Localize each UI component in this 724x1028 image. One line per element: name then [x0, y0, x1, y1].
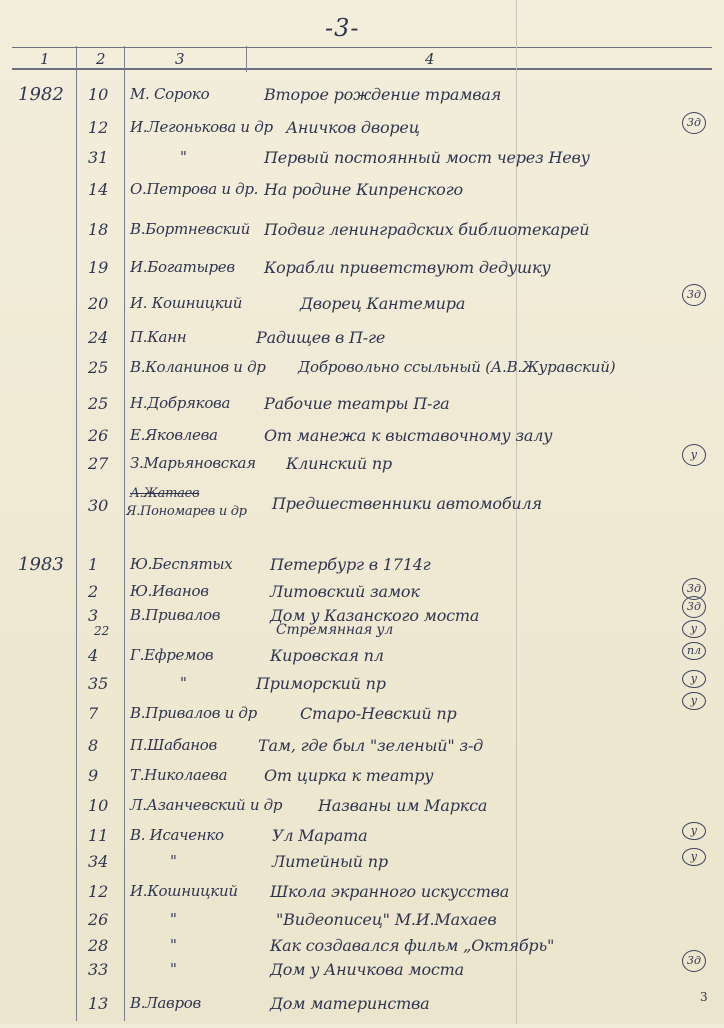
entry-title: Литейный пр — [272, 852, 388, 871]
entry-number: 20 — [88, 294, 109, 313]
entry-title: Школа экранного искусства — [270, 882, 510, 901]
entry-title: Первый постоянный мост через Неву — [264, 148, 590, 167]
entry-number-secondary: 22 — [94, 624, 110, 638]
entry-title: Как создавался фильм „Октябрь" — [270, 936, 555, 955]
header-rule — [12, 68, 712, 70]
entry-row — [0, 954, 724, 994]
circled-note-icon: у — [682, 848, 706, 866]
entry-row — [0, 796, 724, 830]
entry-title: Аничков дворец — [286, 118, 420, 137]
entry-title: На родине Кипренского — [264, 180, 463, 199]
year-1982: 1982 — [18, 84, 64, 105]
entry-author: " — [170, 936, 177, 954]
circled-note-icon: 3д — [682, 950, 706, 972]
entry-number: 10 — [88, 85, 109, 104]
entry-title: "Видеописец" М.И.Махаев — [276, 910, 497, 929]
entry-number: 2 — [88, 582, 99, 601]
entry-title: Корабли приветствуют дедушку — [264, 258, 551, 277]
entry-author: В.Коланинов и др — [130, 358, 266, 376]
circled-note-icon: у — [682, 620, 706, 638]
entry-title-secondary: Стремянная ул — [276, 622, 394, 638]
entry-number: 28 — [88, 936, 109, 955]
entry-number: 33 — [88, 960, 109, 979]
entry-author: Т.Николаева — [130, 766, 228, 784]
entry-author: " — [170, 852, 177, 870]
entry-row — [0, 220, 724, 254]
column-header-2: 2 — [96, 50, 106, 68]
entry-row — [0, 180, 724, 214]
year-1983: 1983 — [18, 554, 64, 575]
entry-author: И.Богатырев — [130, 258, 235, 276]
circled-note-icon: у — [682, 822, 706, 840]
entry-row — [0, 736, 724, 770]
entry-title: Дворец Кантемира — [300, 294, 466, 313]
entry-number: 25 — [88, 394, 109, 413]
entry-title: Рабочие театры П-га — [264, 394, 450, 413]
entry-author: " — [170, 910, 177, 928]
entry-number: 34 — [88, 852, 109, 871]
entry-row — [0, 674, 724, 708]
entry-number: 8 — [88, 736, 99, 755]
entry-title: Дом у Казанского моста — [270, 606, 480, 625]
entry-number: 19 — [88, 258, 109, 277]
entry-author: Н.Добрякова — [130, 394, 231, 412]
entry-row — [0, 766, 724, 800]
entry-row — [0, 148, 724, 182]
entry-title: Старо-Невский пр — [300, 704, 457, 723]
entry-author: П.Канн — [130, 328, 187, 346]
entry-author: Я.Пономарев и др — [126, 504, 247, 519]
entry-title: Названы им Маркса — [318, 796, 488, 815]
entry-number: 11 — [88, 826, 109, 845]
entry-row — [0, 694, 724, 738]
entry-number: 7 — [88, 704, 99, 723]
entry-author: В. Исаченко — [130, 826, 224, 844]
entry-row — [0, 994, 724, 1028]
circled-note-icon: у — [682, 444, 706, 466]
circled-note-icon: 3д — [682, 596, 706, 618]
entry-author: И. Кошницкий — [130, 294, 243, 312]
circled-note-icon: 3д — [682, 578, 706, 600]
entry-title: Кировская пл — [270, 646, 384, 665]
entry-author-struck: А.Жатаев — [130, 486, 200, 501]
entry-title: Литовский замок — [270, 582, 420, 601]
entry-title: Дом у Аничкова моста — [270, 960, 464, 979]
entry-number: 18 — [88, 220, 109, 239]
entry-row — [0, 394, 724, 428]
page-number: 3 — [700, 990, 708, 1004]
circled-note-icon: 3д — [682, 112, 706, 134]
entry-number: 26 — [88, 910, 109, 929]
entry-author: " — [180, 148, 187, 166]
entry-title: Второе рождение трамвая — [264, 85, 502, 104]
entry-author: Ю.Беспятых — [130, 555, 233, 573]
entry-number: 30 — [88, 496, 109, 515]
entry-row — [0, 328, 724, 362]
entry-row — [0, 85, 724, 119]
column-divider-3 — [246, 46, 247, 72]
entry-author: П.Шабанов — [130, 736, 217, 754]
entry-author: И.Кошницкий — [130, 882, 238, 900]
entry-number: 10 — [88, 796, 109, 815]
entry-row — [0, 448, 724, 488]
entry-author: М. Сороко — [130, 85, 210, 103]
entry-number: 35 — [88, 674, 109, 693]
entry-number: 12 — [88, 118, 109, 137]
entry-number: 26 — [88, 426, 109, 445]
entry-row — [0, 600, 724, 646]
entry-title: Приморский пр — [256, 674, 386, 693]
entry-row — [0, 852, 724, 886]
entry-row — [0, 288, 724, 328]
entry-author: В.Бортневский — [130, 220, 250, 238]
circled-note-icon: у — [682, 670, 706, 688]
entry-author: Л.Азанчевский и др — [130, 796, 283, 814]
entry-title: Клинский пр — [286, 454, 392, 473]
entry-title: Петербург в 1714г — [270, 555, 431, 574]
entry-number: 9 — [88, 766, 99, 785]
circled-note-icon: 3д — [682, 284, 706, 306]
entry-number: 3 — [88, 606, 99, 625]
entry-author: З.Марьяновская — [130, 454, 256, 472]
column-header-3: 3 — [175, 50, 185, 68]
entry-title: Ул Марата — [272, 826, 368, 845]
column-header-4: 4 — [425, 50, 435, 68]
entry-row — [0, 258, 724, 292]
page-title: -3- — [325, 14, 360, 42]
entry-title: От цирка к театру — [264, 766, 434, 785]
entry-title: Радищев в П-ге — [256, 328, 386, 347]
entry-author: " — [180, 674, 187, 692]
entry-author: В.Привалов и др — [130, 704, 257, 722]
entry-number: 31 — [88, 148, 109, 167]
entry-title: Дом материнства — [270, 994, 430, 1013]
entry-title: Предшественники автомобиля — [272, 494, 542, 513]
entry-author: Ю.Иванов — [130, 582, 209, 600]
entry-row — [0, 118, 724, 152]
circled-note-icon: пл — [682, 642, 706, 660]
entry-number: 25 — [88, 358, 109, 377]
entry-number: 12 — [88, 882, 109, 901]
entry-title: От манежа к выставочному залу — [264, 426, 553, 445]
entry-row — [0, 488, 724, 532]
circled-note-icon: у — [682, 692, 706, 710]
entry-row — [0, 358, 724, 392]
entry-title: Подвиг ленинградских библиотекарей — [264, 220, 590, 239]
entry-author: Г.Ефремов — [130, 646, 214, 664]
entry-author: И.Легонькова и др — [130, 118, 273, 136]
entry-number: 4 — [88, 646, 99, 665]
top-rule — [12, 47, 712, 48]
column-header-1: 1 — [40, 50, 50, 68]
entry-number: 13 — [88, 994, 109, 1013]
entry-number: 14 — [88, 180, 109, 199]
entry-author: О.Петрова и др. — [130, 180, 259, 198]
entry-author: В.Привалов — [130, 606, 221, 624]
entry-author: В.Лавров — [130, 994, 201, 1012]
entry-author: " — [170, 960, 177, 978]
entry-number: 24 — [88, 328, 109, 347]
entry-title: Там, где был "зеленый" з-д — [258, 736, 484, 755]
entry-author: Е.Яковлева — [130, 426, 218, 444]
entry-number: 1 — [88, 555, 99, 574]
entry-number: 27 — [88, 454, 109, 473]
entry-title: Добровольно ссыльный (А.В.Журавский) — [298, 358, 616, 376]
